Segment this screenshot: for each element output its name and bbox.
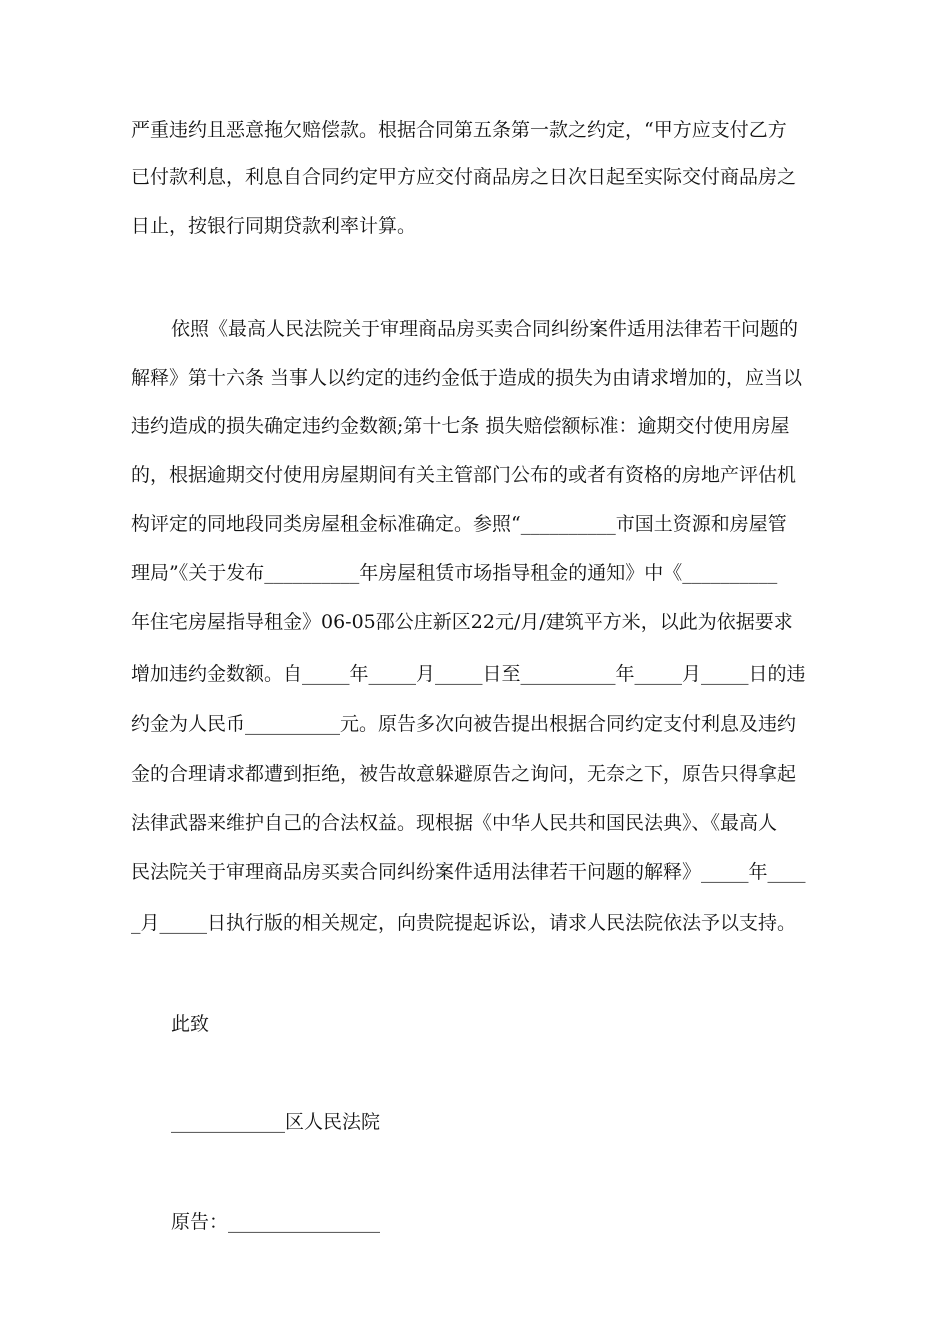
paragraph-2-line-5: 构评定的同地段同类房屋租金标准确定。参照“__________市国土资源和房屋管 [131,513,787,535]
paragraph-2-line-1: 依照《最高人民法院关于审理商品房买卖合同纠纷案件适用法律若干问题的 [171,318,799,340]
paragraph-2-line-10: 金的合理请求都遭到拒绝，被告故意躲避原告之询问，无奈之下，原告只得拿起 [131,763,797,785]
paragraph-2-line-6: 理局”《关于发布__________年房屋租赁市场指导租金的通知》中《__________ [131,562,778,584]
paragraph-1-line-1: 严重违约且恶意拖欠赔偿款。根据合同第五条第一款之约定，“甲方应支付乙方 [131,119,787,141]
paragraph-2-line-11: 法律武器来维护自己的合法权益。现根据《中华人民共和国民法典》、《最高人 [131,812,778,834]
paragraph-2-line-13: _月_____日执行版的相关规定，向贵院提起诉讼，请求人民法院依法予以支持。 [131,912,797,934]
paragraph-2-line-3: 违约造成的损失确定违约金数额;第十七条 损失赔偿额标准：逾期交付使用房屋 [131,415,790,437]
paragraph-1-line-3: 日止，按银行同期贷款利率计算。 [131,215,417,237]
plaintiff-line: 原告：________________ [171,1211,381,1233]
paragraph-2-line-4: 的，根据逾期交付使用房屋期间有关主管部门公布的或者有资格的房地产评估机 [131,464,797,486]
salutation: 此致 [171,1013,210,1035]
court-name: ____________区人民法院 [171,1111,381,1133]
paragraph-2-line-8: 增加违约金数额。自_____年_____月_____日至__________年_____月_____日的违 [131,663,806,685]
paragraph-2-line-9: 约金为人民币__________元。原告多次向被告提出根据合同约定支付利息及违约 [131,713,797,735]
paragraph-1-line-2: 已付款利息，利息自合同约定甲方应交付商品房之日次日起至实际交付商品房之 [131,166,797,188]
paragraph-2-line-12: 民法院关于审理商品房买卖合同纠纷案件适用法律若干问题的解释》_____年____ [131,861,806,883]
paragraph-2-line-2: 解释》第十六条 当事人以约定的违约金低于造成的损失为由请求增加的，应当以 [131,367,803,389]
paragraph-2-line-7: 年住宅房屋指导租金》06-05邵公庄新区22元/月/建筑平方米，以此为依据要求 [131,611,793,633]
